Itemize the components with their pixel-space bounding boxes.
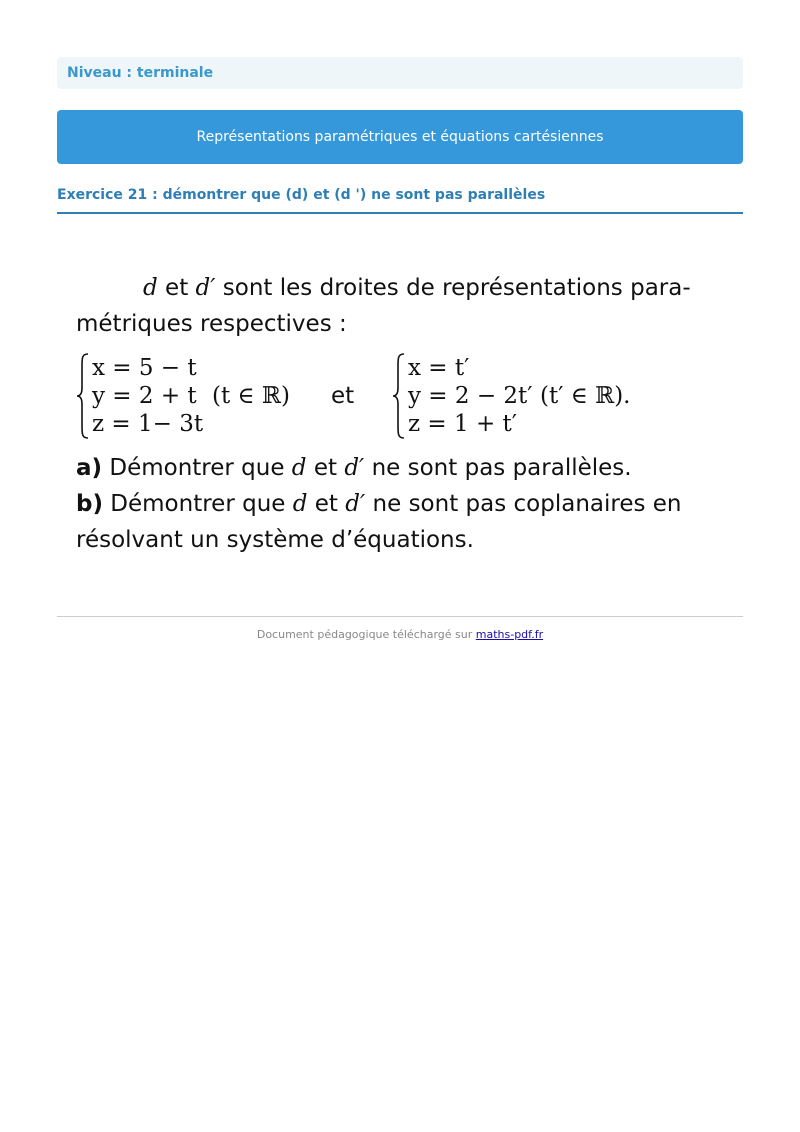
question-b-label: b) bbox=[76, 491, 103, 517]
question-a-text: Démontrer que bbox=[102, 455, 292, 481]
system-1-domain: (t ∈ ℝ) bbox=[212, 383, 290, 409]
system-2-x: x = t′ bbox=[408, 355, 470, 381]
intro-text: et bbox=[157, 275, 196, 301]
left-brace-icon bbox=[76, 352, 90, 440]
level-badge: Niveau : terminale bbox=[57, 57, 743, 89]
footer bbox=[57, 628, 743, 641]
math-d: d bbox=[292, 491, 308, 517]
footer-divider bbox=[57, 616, 743, 617]
question-b-text: ne sont pas coplanaires en bbox=[365, 491, 682, 517]
connector-et: et bbox=[331, 383, 355, 409]
system-1-x: x = 5 − t bbox=[92, 355, 197, 381]
intro-line-2: métriques respectives : bbox=[76, 311, 347, 337]
system-2 bbox=[392, 352, 692, 442]
system-2-y: y = 2 − 2t′ bbox=[408, 383, 533, 409]
system-2-z: z = 1 + t′ bbox=[408, 411, 518, 437]
system-1-y: y = 2 + t bbox=[92, 383, 197, 409]
question-b-text: et bbox=[307, 491, 346, 517]
math-d-prime: d′ bbox=[195, 275, 216, 301]
exercise-divider bbox=[57, 212, 743, 214]
footer-link[interactable]: maths-pdf.fr bbox=[475, 628, 544, 641]
left-brace-icon bbox=[392, 352, 406, 440]
exercise-title: Exercice 21 : démontrer que (d) et (d ') ne sont pas parallèles bbox=[57, 187, 546, 203]
footer-text: Document pédagogique téléchargé sur bbox=[256, 628, 476, 641]
system-1-z: z = 1− 3t bbox=[92, 411, 204, 437]
question-b-line-2: résolvant un système d’équations. bbox=[76, 527, 474, 553]
math-d-prime: d′ bbox=[345, 491, 366, 517]
question-a-text: ne sont pas parallèles. bbox=[364, 455, 632, 481]
question-a-text: et bbox=[306, 455, 345, 481]
chapter-title: Représentations paramétriques et équations cartésiennes bbox=[196, 129, 604, 145]
intro-line-1 bbox=[143, 270, 691, 306]
question-b bbox=[76, 486, 682, 522]
chapter-title-bar bbox=[57, 110, 743, 164]
math-d-prime: d′ bbox=[344, 455, 365, 481]
question-a bbox=[76, 450, 632, 486]
math-d: d bbox=[143, 275, 158, 301]
question-b-text: Démontrer que bbox=[102, 491, 293, 517]
system-2-domain: (t′ ∈ ℝ). bbox=[540, 383, 631, 409]
math-d: d bbox=[291, 455, 307, 481]
intro-text: sont les droites de représentations para- bbox=[215, 275, 691, 301]
question-a-label: a) bbox=[76, 455, 103, 481]
